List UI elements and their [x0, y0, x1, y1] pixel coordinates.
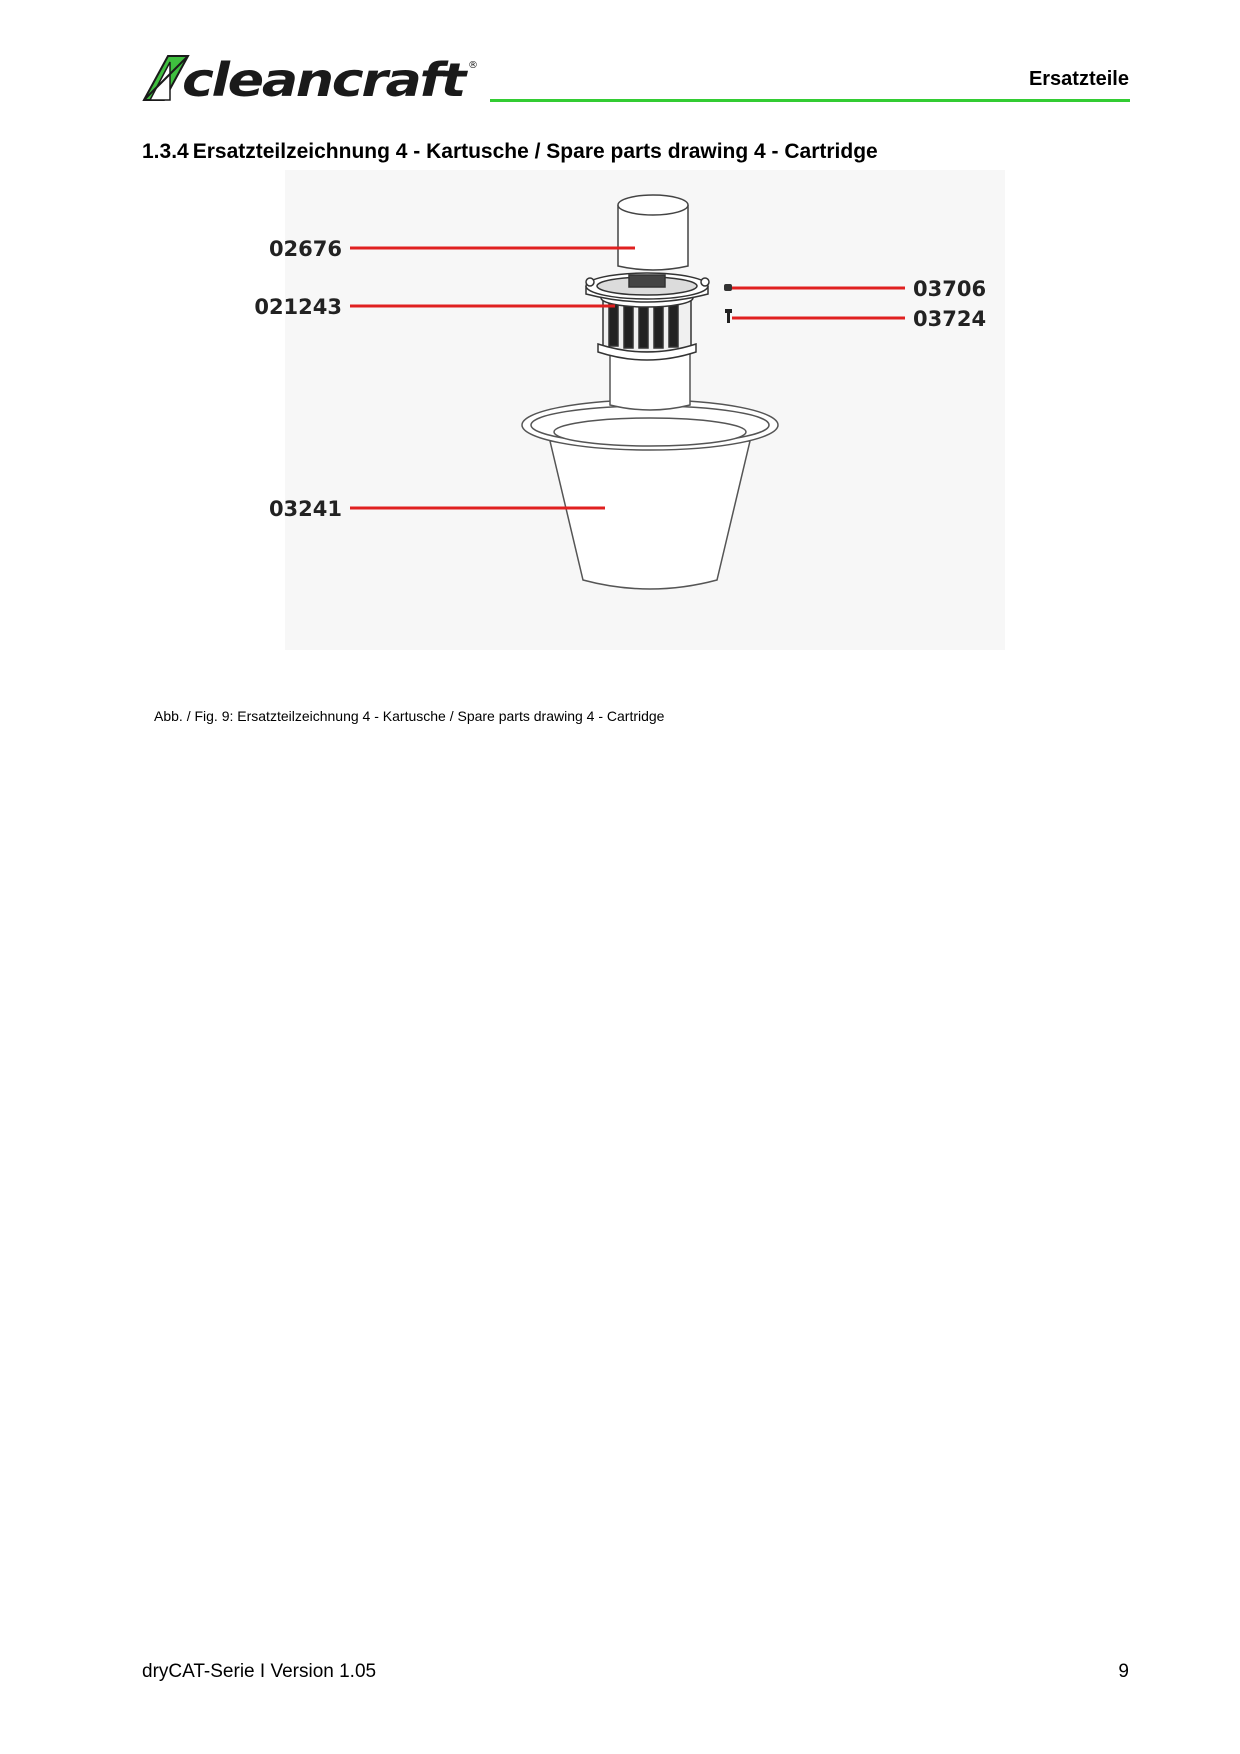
- footer-page-number: 9: [1118, 1661, 1129, 1682]
- filter-holder: [586, 273, 709, 360]
- callout-021243: 021243: [254, 295, 342, 319]
- callout-02676: 02676: [268, 237, 342, 261]
- section-heading: [142, 140, 878, 164]
- callout-03724: 03724: [913, 307, 987, 331]
- registered-mark: ®: [468, 60, 478, 71]
- callout-03706: 03706: [913, 277, 987, 301]
- footer-document-version: dryCAT-Serie I Version 1.05: [142, 1661, 377, 1682]
- cleancraft-logo: [142, 52, 482, 107]
- nut-part: [724, 284, 732, 291]
- section-number: 1.3.4: [142, 140, 189, 163]
- pipe: [618, 195, 688, 270]
- header-section-label: Ersatzteile: [1028, 68, 1129, 90]
- header-rule: [490, 99, 1130, 102]
- figure-caption: Abb. / Fig. 9: Ersatzteilzeichnung 4 - Kartusche / Spare parts drawing 4 - Cartridge: [154, 708, 665, 724]
- callout-03241: 03241: [268, 497, 342, 521]
- section-title: Ersatzteilzeichnung 4 - Kartusche / Spare parts drawing 4 - Cartridge: [192, 140, 878, 163]
- logo-wordmark: cleancraft: [182, 53, 469, 107]
- spare-parts-drawing: [254, 170, 1005, 650]
